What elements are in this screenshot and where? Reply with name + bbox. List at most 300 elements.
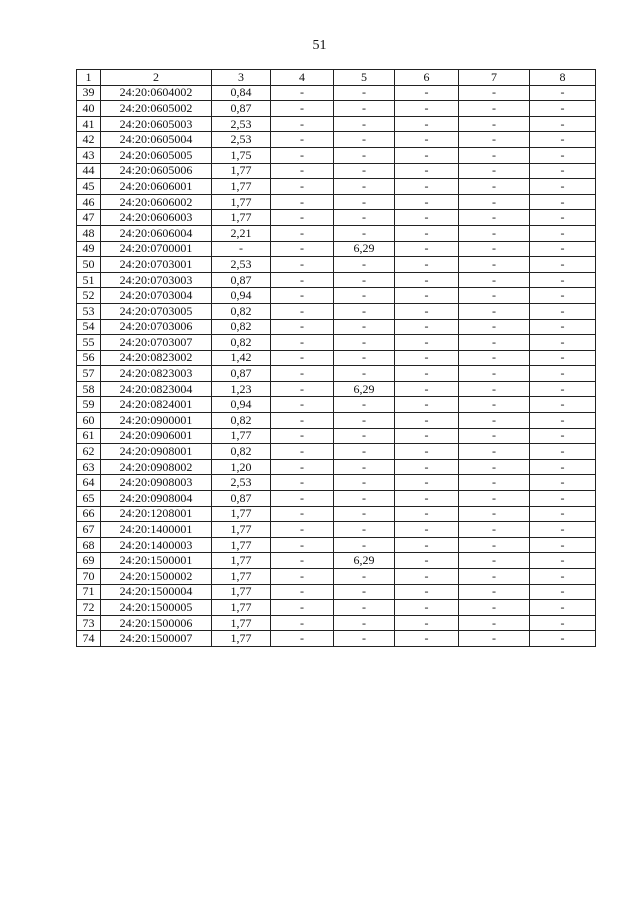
cadastral-code-cell: 24:20:0908002	[101, 459, 212, 475]
value-cell-7: -	[459, 428, 530, 444]
row-number-cell: 62	[77, 444, 101, 460]
value-cell-4: -	[271, 257, 334, 273]
table-row	[77, 272, 596, 288]
value-cell-3: 0,82	[212, 444, 271, 460]
table-row	[77, 101, 596, 117]
table-row	[77, 116, 596, 132]
value-cell-4: -	[271, 569, 334, 585]
value-cell-4: -	[271, 272, 334, 288]
value-cell-7: -	[459, 413, 530, 429]
value-cell-5: -	[334, 475, 395, 491]
value-cell-8: -	[530, 397, 596, 413]
value-cell-7: -	[459, 444, 530, 460]
cadastral-code-cell: 24:20:1500006	[101, 615, 212, 631]
row-number-cell: 40	[77, 101, 101, 117]
value-cell-7: -	[459, 335, 530, 351]
table-row	[77, 615, 596, 631]
value-cell-4: -	[271, 303, 334, 319]
table-row	[77, 319, 596, 335]
value-cell-5: -	[334, 600, 395, 616]
value-cell-8: -	[530, 631, 596, 647]
row-number-cell: 48	[77, 225, 101, 241]
value-cell-7: -	[459, 569, 530, 585]
value-cell-4: -	[271, 132, 334, 148]
cadastral-code-cell: 24:20:1500004	[101, 584, 212, 600]
cadastral-code-cell: 24:20:0606004	[101, 225, 212, 241]
value-cell-5: -	[334, 210, 395, 226]
value-cell-8: -	[530, 600, 596, 616]
value-cell-4: -	[271, 459, 334, 475]
value-cell-5: 6,29	[334, 381, 395, 397]
value-cell-4: -	[271, 444, 334, 460]
value-cell-5: -	[334, 584, 395, 600]
table-row	[77, 397, 596, 413]
cadastral-code-cell: 24:20:0606003	[101, 210, 212, 226]
table-row	[77, 163, 596, 179]
value-cell-3: 1,77	[212, 600, 271, 616]
value-cell-7: -	[459, 85, 530, 101]
page-number: 51	[312, 38, 327, 53]
value-cell-7: -	[459, 475, 530, 491]
value-cell-6: -	[395, 600, 459, 616]
value-cell-5: -	[334, 132, 395, 148]
value-cell-5: -	[334, 116, 395, 132]
value-cell-7: -	[459, 584, 530, 600]
value-cell-4: -	[271, 241, 334, 257]
value-cell-3: 2,53	[212, 475, 271, 491]
value-cell-7: -	[459, 491, 530, 507]
cadastral-code-cell: 24:20:1500005	[101, 600, 212, 616]
row-number-cell: 63	[77, 459, 101, 475]
value-cell-3: 1,75	[212, 147, 271, 163]
value-cell-7: -	[459, 459, 530, 475]
value-cell-8: -	[530, 257, 596, 273]
value-cell-8: -	[530, 288, 596, 304]
value-cell-4: -	[271, 381, 334, 397]
cadastral-code-cell: 24:20:0700001	[101, 241, 212, 257]
table-row	[77, 553, 596, 569]
value-cell-7: -	[459, 210, 530, 226]
row-number-cell: 65	[77, 491, 101, 507]
cadastral-code-cell: 24:20:0605006	[101, 163, 212, 179]
value-cell-8: -	[530, 179, 596, 195]
value-cell-6: -	[395, 101, 459, 117]
value-cell-4: -	[271, 179, 334, 195]
value-cell-6: -	[395, 459, 459, 475]
cadastral-code-cell: 24:20:0703001	[101, 257, 212, 273]
value-cell-3: 0,87	[212, 101, 271, 117]
table-row	[77, 147, 596, 163]
value-cell-3: 0,94	[212, 288, 271, 304]
value-cell-6: -	[395, 506, 459, 522]
column-header: 8	[530, 70, 596, 86]
value-cell-7: -	[459, 132, 530, 148]
value-cell-7: -	[459, 257, 530, 273]
table-row	[77, 194, 596, 210]
value-cell-8: -	[530, 335, 596, 351]
value-cell-4: -	[271, 147, 334, 163]
table-row	[77, 132, 596, 148]
value-cell-8: -	[530, 101, 596, 117]
table-row	[77, 569, 596, 585]
row-number-cell: 61	[77, 428, 101, 444]
row-number-cell: 57	[77, 366, 101, 382]
value-cell-5: 6,29	[334, 241, 395, 257]
value-cell-8: -	[530, 366, 596, 382]
table-row	[77, 381, 596, 397]
row-number-cell: 56	[77, 350, 101, 366]
value-cell-8: -	[530, 132, 596, 148]
value-cell-3: 1,77	[212, 615, 271, 631]
value-cell-4: -	[271, 350, 334, 366]
cadastral-code-cell: 24:20:0606001	[101, 179, 212, 195]
row-number-cell: 49	[77, 241, 101, 257]
table-row	[77, 413, 596, 429]
row-number-cell: 54	[77, 319, 101, 335]
value-cell-8: -	[530, 350, 596, 366]
table-row	[77, 491, 596, 507]
row-number-cell: 67	[77, 522, 101, 538]
value-cell-5: -	[334, 444, 395, 460]
value-cell-7: -	[459, 366, 530, 382]
value-cell-8: -	[530, 210, 596, 226]
cadastral-code-cell: 24:20:0823002	[101, 350, 212, 366]
value-cell-6: -	[395, 163, 459, 179]
column-header: 3	[212, 70, 271, 86]
value-cell-3: 0,87	[212, 366, 271, 382]
value-cell-4: -	[271, 210, 334, 226]
value-cell-8: -	[530, 225, 596, 241]
value-cell-5: -	[334, 397, 395, 413]
value-cell-8: -	[530, 381, 596, 397]
value-cell-8: -	[530, 584, 596, 600]
value-cell-8: -	[530, 272, 596, 288]
value-cell-5: 6,29	[334, 553, 395, 569]
value-cell-7: -	[459, 116, 530, 132]
value-cell-8: -	[530, 491, 596, 507]
table-row	[77, 428, 596, 444]
value-cell-4: -	[271, 506, 334, 522]
value-cell-3: 2,53	[212, 132, 271, 148]
row-number-cell: 64	[77, 475, 101, 491]
value-cell-6: -	[395, 584, 459, 600]
value-cell-4: -	[271, 553, 334, 569]
table-row	[77, 584, 596, 600]
row-number-cell: 74	[77, 631, 101, 647]
value-cell-7: -	[459, 179, 530, 195]
value-cell-4: -	[271, 600, 334, 616]
table-row	[77, 444, 596, 460]
cadastral-code-cell: 24:20:0823004	[101, 381, 212, 397]
value-cell-5: -	[334, 366, 395, 382]
cadastral-code-cell: 24:20:0823003	[101, 366, 212, 382]
value-cell-6: -	[395, 319, 459, 335]
value-cell-8: -	[530, 444, 596, 460]
value-cell-7: -	[459, 615, 530, 631]
row-number-cell: 55	[77, 335, 101, 351]
value-cell-7: -	[459, 272, 530, 288]
table-row	[77, 288, 596, 304]
row-number-cell: 70	[77, 569, 101, 585]
table-row	[77, 210, 596, 226]
value-cell-6: -	[395, 366, 459, 382]
value-cell-3: 2,53	[212, 116, 271, 132]
row-number-cell: 53	[77, 303, 101, 319]
value-cell-3: 0,82	[212, 303, 271, 319]
cadastral-code-cell: 24:20:1208001	[101, 506, 212, 522]
row-number-cell: 59	[77, 397, 101, 413]
table-row	[77, 241, 596, 257]
value-cell-3: 0,82	[212, 413, 271, 429]
value-cell-7: -	[459, 241, 530, 257]
value-cell-5: -	[334, 85, 395, 101]
value-cell-8: -	[530, 537, 596, 553]
row-number-cell: 69	[77, 553, 101, 569]
row-number-cell: 66	[77, 506, 101, 522]
value-cell-5: -	[334, 413, 395, 429]
value-cell-3: 1,20	[212, 459, 271, 475]
table-body	[77, 85, 596, 646]
value-cell-4: -	[271, 428, 334, 444]
table-row	[77, 85, 596, 101]
value-cell-3: 0,82	[212, 335, 271, 351]
value-cell-7: -	[459, 600, 530, 616]
value-cell-5: -	[334, 194, 395, 210]
value-cell-7: -	[459, 101, 530, 117]
value-cell-3: 1,77	[212, 569, 271, 585]
value-cell-7: -	[459, 147, 530, 163]
row-number-cell: 73	[77, 615, 101, 631]
cadastral-code-cell: 24:20:1500007	[101, 631, 212, 647]
table-row	[77, 257, 596, 273]
value-cell-5: -	[334, 335, 395, 351]
value-cell-3: 1,23	[212, 381, 271, 397]
value-cell-4: -	[271, 615, 334, 631]
cadastral-code-cell: 24:20:0703007	[101, 335, 212, 351]
value-cell-5: -	[334, 428, 395, 444]
value-cell-3: 0,82	[212, 319, 271, 335]
value-cell-5: -	[334, 537, 395, 553]
value-cell-5: -	[334, 147, 395, 163]
value-cell-8: -	[530, 428, 596, 444]
cadastral-code-cell: 24:20:0703003	[101, 272, 212, 288]
value-cell-3: 0,87	[212, 272, 271, 288]
row-number-cell: 43	[77, 147, 101, 163]
value-cell-8: -	[530, 163, 596, 179]
value-cell-7: -	[459, 194, 530, 210]
value-cell-8: -	[530, 303, 596, 319]
value-cell-4: -	[271, 288, 334, 304]
value-cell-3: 1,42	[212, 350, 271, 366]
cadastral-code-cell: 24:20:0604002	[101, 85, 212, 101]
value-cell-6: -	[395, 553, 459, 569]
value-cell-6: -	[395, 631, 459, 647]
value-cell-6: -	[395, 225, 459, 241]
cadastral-code-cell: 24:20:0908004	[101, 491, 212, 507]
value-cell-6: -	[395, 413, 459, 429]
value-cell-6: -	[395, 381, 459, 397]
table-row	[77, 350, 596, 366]
row-number-cell: 68	[77, 537, 101, 553]
table-row	[77, 335, 596, 351]
cadastral-code-cell: 24:20:0906001	[101, 428, 212, 444]
value-cell-7: -	[459, 522, 530, 538]
value-cell-5: -	[334, 288, 395, 304]
value-cell-8: -	[530, 506, 596, 522]
value-cell-7: -	[459, 631, 530, 647]
value-cell-6: -	[395, 444, 459, 460]
value-cell-4: -	[271, 397, 334, 413]
cadastral-code-cell: 24:20:0605003	[101, 116, 212, 132]
row-number-cell: 41	[77, 116, 101, 132]
column-header: 2	[101, 70, 212, 86]
cadastral-code-cell: 24:20:0606002	[101, 194, 212, 210]
table-row	[77, 600, 596, 616]
column-header: 5	[334, 70, 395, 86]
value-cell-8: -	[530, 241, 596, 257]
row-number-cell: 42	[77, 132, 101, 148]
table-row	[77, 537, 596, 553]
value-cell-8: -	[530, 553, 596, 569]
table-row	[77, 631, 596, 647]
value-cell-8: -	[530, 85, 596, 101]
value-cell-5: -	[334, 569, 395, 585]
table-row	[77, 179, 596, 195]
value-cell-5: -	[334, 319, 395, 335]
column-header: 6	[395, 70, 459, 86]
value-cell-4: -	[271, 475, 334, 491]
value-cell-5: -	[334, 459, 395, 475]
value-cell-5: -	[334, 225, 395, 241]
value-cell-8: -	[530, 459, 596, 475]
cadastral-code-cell: 24:20:0605004	[101, 132, 212, 148]
row-number-cell: 46	[77, 194, 101, 210]
value-cell-5: -	[334, 491, 395, 507]
value-cell-3: 2,53	[212, 257, 271, 273]
value-cell-3: 1,77	[212, 428, 271, 444]
value-cell-8: -	[530, 615, 596, 631]
value-cell-3: 0,84	[212, 85, 271, 101]
value-cell-3: 1,77	[212, 194, 271, 210]
value-cell-7: -	[459, 381, 530, 397]
table-row	[77, 522, 596, 538]
table-header-row	[77, 70, 596, 86]
value-cell-8: -	[530, 116, 596, 132]
value-cell-5: -	[334, 631, 395, 647]
cadastral-code-cell: 24:20:0908001	[101, 444, 212, 460]
value-cell-4: -	[271, 537, 334, 553]
data-table	[76, 69, 596, 647]
value-cell-5: -	[334, 506, 395, 522]
value-cell-3: 1,77	[212, 631, 271, 647]
value-cell-4: -	[271, 335, 334, 351]
row-number-cell: 72	[77, 600, 101, 616]
value-cell-5: -	[334, 615, 395, 631]
value-cell-6: -	[395, 194, 459, 210]
value-cell-5: -	[334, 179, 395, 195]
value-cell-6: -	[395, 615, 459, 631]
value-cell-3: 1,77	[212, 522, 271, 538]
value-cell-8: -	[530, 475, 596, 491]
value-cell-8: -	[530, 319, 596, 335]
value-cell-4: -	[271, 85, 334, 101]
value-cell-6: -	[395, 522, 459, 538]
value-cell-6: -	[395, 272, 459, 288]
value-cell-4: -	[271, 225, 334, 241]
table-row	[77, 475, 596, 491]
value-cell-3: 1,77	[212, 163, 271, 179]
row-number-cell: 58	[77, 381, 101, 397]
value-cell-6: -	[395, 303, 459, 319]
value-cell-3: 0,94	[212, 397, 271, 413]
value-cell-5: -	[334, 257, 395, 273]
cadastral-code-cell: 24:20:0605002	[101, 101, 212, 117]
value-cell-6: -	[395, 288, 459, 304]
value-cell-3: 2,21	[212, 225, 271, 241]
cadastral-code-cell: 24:20:0703005	[101, 303, 212, 319]
row-number-cell: 71	[77, 584, 101, 600]
value-cell-4: -	[271, 522, 334, 538]
row-number-cell: 52	[77, 288, 101, 304]
value-cell-3: 1,77	[212, 537, 271, 553]
value-cell-5: -	[334, 303, 395, 319]
value-cell-4: -	[271, 319, 334, 335]
value-cell-4: -	[271, 194, 334, 210]
value-cell-7: -	[459, 163, 530, 179]
value-cell-3: -	[212, 241, 271, 257]
value-cell-3: 1,77	[212, 179, 271, 195]
row-number-cell: 50	[77, 257, 101, 273]
value-cell-6: -	[395, 132, 459, 148]
value-cell-3: 0,87	[212, 491, 271, 507]
table-row	[77, 366, 596, 382]
value-cell-4: -	[271, 584, 334, 600]
column-header: 4	[271, 70, 334, 86]
table-row	[77, 506, 596, 522]
cadastral-code-cell: 24:20:0703006	[101, 319, 212, 335]
row-number-cell: 39	[77, 85, 101, 101]
value-cell-6: -	[395, 428, 459, 444]
value-cell-7: -	[459, 303, 530, 319]
cadastral-code-cell: 24:20:1400003	[101, 537, 212, 553]
value-cell-5: -	[334, 101, 395, 117]
value-cell-6: -	[395, 241, 459, 257]
value-cell-6: -	[395, 397, 459, 413]
value-cell-6: -	[395, 569, 459, 585]
value-cell-6: -	[395, 335, 459, 351]
table-row	[77, 459, 596, 475]
table-row	[77, 303, 596, 319]
table-row	[77, 225, 596, 241]
value-cell-4: -	[271, 101, 334, 117]
value-cell-7: -	[459, 506, 530, 522]
value-cell-7: -	[459, 553, 530, 569]
value-cell-4: -	[271, 116, 334, 132]
row-number-cell: 60	[77, 413, 101, 429]
value-cell-5: -	[334, 163, 395, 179]
row-number-cell: 44	[77, 163, 101, 179]
value-cell-6: -	[395, 116, 459, 132]
value-cell-7: -	[459, 288, 530, 304]
cadastral-code-cell: 24:20:1400001	[101, 522, 212, 538]
value-cell-8: -	[530, 194, 596, 210]
value-cell-6: -	[395, 179, 459, 195]
value-cell-5: -	[334, 522, 395, 538]
value-cell-6: -	[395, 537, 459, 553]
value-cell-4: -	[271, 631, 334, 647]
value-cell-4: -	[271, 491, 334, 507]
value-cell-6: -	[395, 257, 459, 273]
